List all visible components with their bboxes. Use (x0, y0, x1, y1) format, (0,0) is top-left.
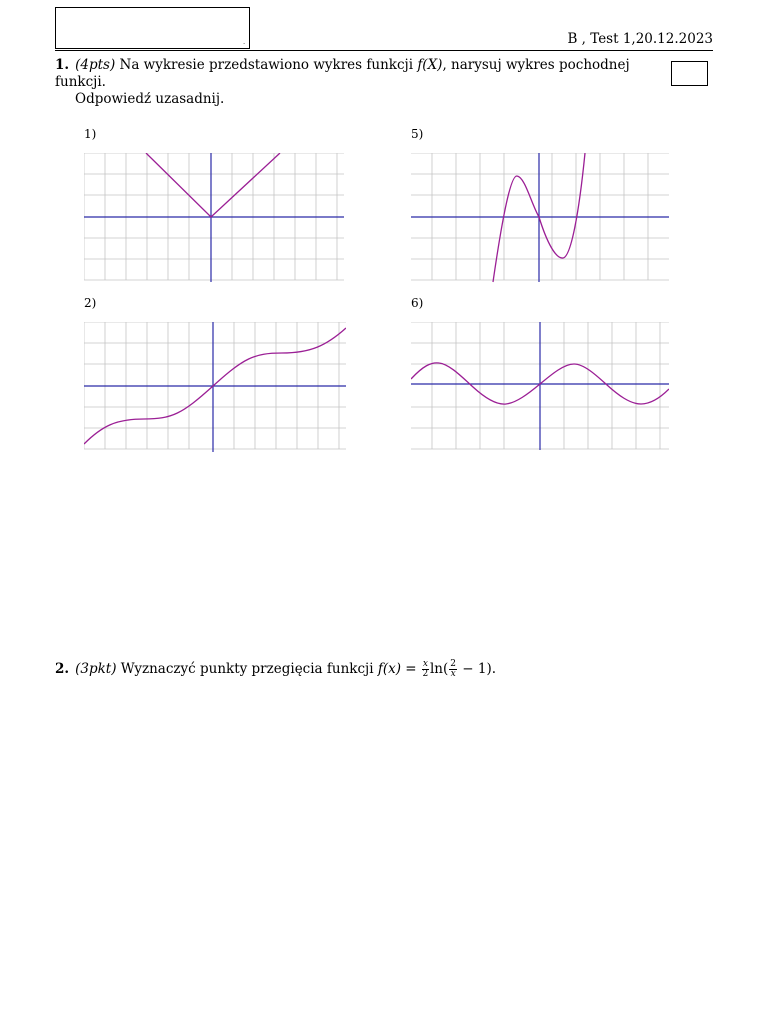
ln-text: ln( (429, 661, 449, 677)
graph-sine-svg (411, 322, 669, 452)
problem-2-lhs: f(x) = (377, 661, 417, 677)
graph-abs-curve (146, 153, 280, 217)
score-box[interactable] (671, 61, 708, 86)
problem-2-tail: − 1). (462, 661, 497, 677)
graph-abs (84, 153, 344, 283)
problem-1-points: (4pts) (75, 57, 116, 73)
fraction-2-over-x: $\frac{2}{x}$ (450, 659, 456, 679)
graph-x-minus-sin-svg (84, 322, 346, 452)
graph-label-5: 5) (411, 127, 424, 141)
problem-1-text-a: Na wykresie przedstawiono wykres funkcji (119, 57, 418, 73)
graph-x-minus-sin (84, 322, 346, 452)
graph-abs-svg (84, 153, 344, 283)
problem-2-number: 2. (55, 661, 70, 677)
graph-label-6: 6) (411, 296, 424, 310)
student-name-box[interactable] (55, 7, 250, 49)
graph-sine (411, 322, 669, 452)
problem-1-number: 1. (55, 57, 70, 73)
fraction-x-over-2: $\frac{x}{2}$ (422, 659, 429, 679)
header-divider (55, 50, 713, 51)
test-info: B , Test 1,20.12.2023 (567, 31, 713, 47)
graph-label-2: 2) (84, 296, 97, 310)
problem-2-points: (3pkt) (75, 661, 117, 677)
problem-1-text-b: , narysuj wykres pochodnej funkcji. (55, 57, 630, 90)
graph-cubic-svg (411, 153, 669, 283)
problem-2 (55, 660, 496, 679)
problem-1-line-2: Odpowiedź uzasadnij. (75, 91, 225, 107)
name-box-mark: . (243, 39, 245, 46)
problem-1-function: f(X) (417, 57, 443, 73)
graph-label-1: 1) (84, 127, 97, 141)
problem-1 (55, 57, 655, 108)
problem-2-text: Wyznaczyć punkty przegięcia funkcji (120, 661, 378, 677)
graph-cubic (411, 153, 669, 283)
